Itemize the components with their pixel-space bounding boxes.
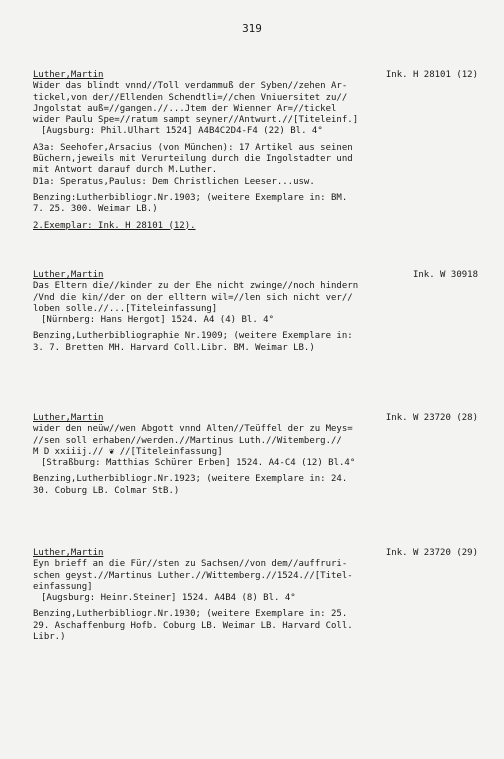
entry-author: Luther,Martin (33, 548, 104, 558)
note-line: Büchern,jeweils mit Verurteilung durch die Ingolstadter und (33, 154, 353, 165)
benzing-line: Benzing,Lutherbibliogr.Nr.1923; (weitere Exemplare in: 24. (33, 474, 348, 485)
title-line: wider den neüw//wen Abgott vnnd Alten//Teüffel der zu Meys= (33, 424, 353, 435)
entry-shelfmark: Ink. W 23720 (28) (385, 413, 478, 423)
entry-shelfmark: Ink. W 30918 (412, 270, 478, 280)
benzing-line: Benzing:Lutherbibliogr.Nr.1903; (weitere Exemplare in: BM. (33, 192, 348, 203)
title-line: einfassung] (33, 581, 93, 592)
catalog-entry (33, 270, 478, 354)
title-line: Das Eltern die//kinder zu der Ehe nicht zwinge//noch hindern (33, 281, 359, 292)
title-line: //sen soll erhaben//werden.//Martinus Luth.//Witemberg.// (33, 435, 342, 446)
title-line: Jngolstat auß=//gangen.//...Jtem der Wienner Ar=//tickel (33, 103, 337, 114)
imprint-line: [Straßburg: Matthias Schürer Erben] 1524. A4-C4 (12) Bl.4° (41, 458, 356, 469)
catalog-entry (33, 413, 478, 497)
note-line: A3a: Seehofer,Arsacius (von München): 17 Artikel aus seinen (33, 142, 353, 153)
entry-author: Luther,Martin (33, 70, 104, 80)
entry-header (33, 270, 478, 281)
title-line: Wider das blindt vnnd//Toll verdammuß der Syben//zehen Ar- (33, 81, 348, 92)
entry-shelfmark: Ink. H 28101 (12) (385, 70, 478, 80)
note-line: D1a: Speratus,Paulus: Dem Christlichen Leeser...usw. (33, 176, 315, 187)
title-line: M D xxiiij.// ❦ //[Titeleinfassung] (33, 446, 223, 457)
benzing-line: 30. Coburg LB. Colmar StB.) (33, 485, 180, 496)
note-line: mit Antwort darauf durch M.Luther. (33, 165, 218, 176)
benzing-line: 3. 7. Bretten MH. Harvard Coll.Libr. BM. Weimar LB.) (33, 342, 315, 353)
entry-header (33, 70, 478, 81)
imprint-line: [Nürnberg: Hans Hergot] 1524. A4 (4) Bl. 4° (41, 315, 274, 326)
entry-shelfmark: Ink. W 23720 (29) (385, 548, 478, 558)
entry-header (33, 413, 478, 424)
entry-author: Luther,Martin (33, 413, 104, 423)
title-line: wider Paulu Spe=//ratum sampt seyner//Antwurt.//[Titeleinf.] (33, 115, 359, 126)
catalog-entry (33, 548, 478, 643)
benzing-line: 29. Aschaffenburg Hofb. Coburg LB. Weimar LB. Harvard Coll. (33, 620, 353, 631)
imprint-line: [Augsburg: Heinr.Steiner] 1524. A4B4 (8) Bl. 4° (41, 593, 296, 604)
benzing-line: Libr.) (33, 632, 66, 643)
benzing-line: Benzing,Lutherbibliogr.Nr.1930; (weitere Exemplare in: 25. (33, 609, 348, 620)
benzing-line: Benzing,Lutherbibliographie Nr.1909; (weitere Exemplare in: (33, 331, 353, 342)
title-line: Eyn brieff an die Für//sten zu Sachsen//von dem//auffruri- (33, 559, 348, 570)
title-line: schen geyst.//Martinus Luther.//Wittemberg.//1524.//[Titel- (33, 570, 353, 581)
page-number: 319 (242, 22, 262, 35)
benzing-line: 7. 25. 300. Weimar LB.) (33, 204, 158, 215)
entry-author: Luther,Martin (33, 270, 104, 280)
title-line: /Vnd die kin//der on der elltern wil=//len sich nicht ver// (33, 292, 353, 303)
entry-header (33, 548, 478, 559)
title-line: loben solle.//...[Titeleinfassung] (33, 303, 218, 314)
exemplar-line: 2.Exemplar: Ink. H 28101 (12). (33, 220, 196, 231)
title-line: tickel,von der//Ellenden Schendtli=//chen Vniuersitet zu// (33, 92, 348, 103)
imprint-line: [Augsburg: Phil.Ulhart 1524] A4B4C2D4-F4 (22) Bl. 4° (41, 126, 323, 137)
catalog-entry (33, 70, 478, 232)
